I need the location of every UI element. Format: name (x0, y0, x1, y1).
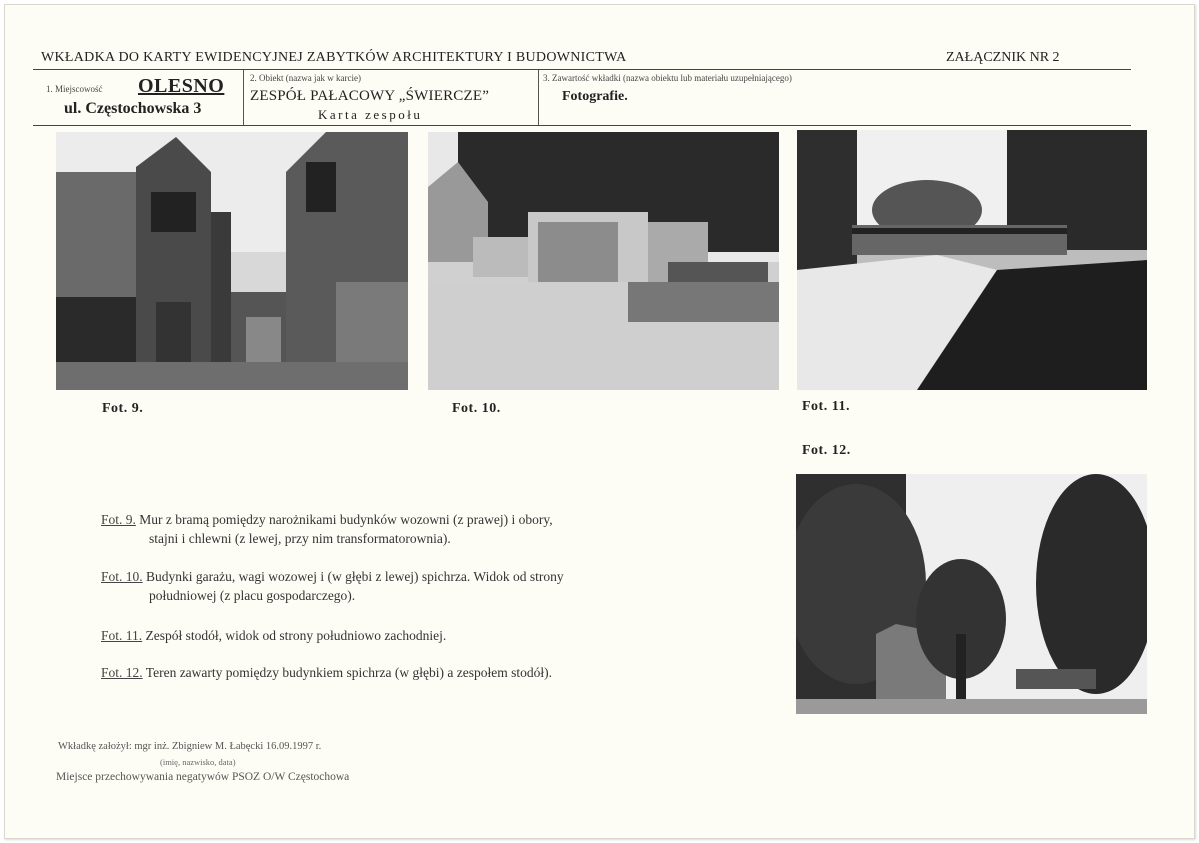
caption-fot-9: Fot. 9. (102, 401, 144, 416)
caption-fot-10: Fot. 10. (452, 401, 501, 416)
document-title: WKŁADKA DO KARTY EWIDENCYJNEJ ZABYTKÓW ARCHITEKTURY I BUDOWNICTWA (41, 50, 627, 65)
description-fot-10 (101, 567, 741, 605)
header-top-rule (33, 69, 1131, 70)
field-divider-2 (538, 70, 539, 125)
card-type: Karta zespołu (318, 107, 423, 122)
description-continuation: stajni i chlewni (z lewej, przy nim transformatorownia). (149, 531, 451, 546)
description-label: Fot. 11. (101, 628, 143, 643)
description-fot-9 (101, 510, 741, 548)
object-name: ZESPÓŁ PAŁACOWY „ŚWIERCZE” (250, 88, 490, 104)
caption-fot-12: Fot. 12. (802, 443, 851, 458)
description-label: Fot. 12. (101, 665, 143, 680)
street-value: ul. Częstochowska 3 (64, 100, 202, 117)
field-divider-1 (243, 70, 244, 125)
photo-fot-11 (797, 130, 1147, 390)
description-label: Fot. 10. (101, 569, 143, 584)
description-text: Zespół stodół, widok od strony południowo zachodniej. (145, 628, 447, 643)
author-hint: (imię, nazwisko, data) (160, 757, 236, 767)
photo-fot-10 (428, 132, 779, 390)
content-value: Fotografie. (562, 89, 628, 104)
description-continuation: południowej (z placu gospodarczego). (149, 588, 356, 603)
locality-label: 1. Miejscowość (46, 84, 103, 94)
header-bottom-rule (33, 125, 1131, 126)
description-label: Fot. 9. (101, 512, 136, 527)
description-text: Mur z bramą pomiędzy narożnikami budynków wozowni (z prawej) i obory, (139, 512, 553, 527)
description-fot-11 (101, 626, 741, 645)
caption-fot-11: Fot. 11. (802, 399, 850, 414)
description-text: Budynki garażu, wagi wozowej i (w głębi z lewej) spichrza. Widok od strony (146, 569, 564, 584)
author-line: Wkładkę założył: mgr inż. Zbigniew M. Łabęcki 16.09.1997 r. (58, 741, 322, 752)
object-label: 2. Obiekt (nazwa jak w karcie) (250, 73, 361, 83)
locality-value: OLESNO (138, 75, 225, 97)
annex-number: ZAŁĄCZNIK NR 2 (946, 50, 1060, 65)
photo-fot-9 (56, 132, 408, 390)
storage-line: Miejsce przechowywania negatywów PSOZ O/W Częstochowa (56, 771, 350, 783)
photo-fot-12 (796, 474, 1147, 714)
description-text: Teren zawarty pomiędzy budynkiem spichrza (w głębi) a zespołem stodół). (145, 665, 552, 680)
description-fot-12 (101, 663, 741, 682)
content-label: 3. Zawartość wkładki (nazwa obiektu lub materiału uzupełniającego) (543, 73, 792, 83)
